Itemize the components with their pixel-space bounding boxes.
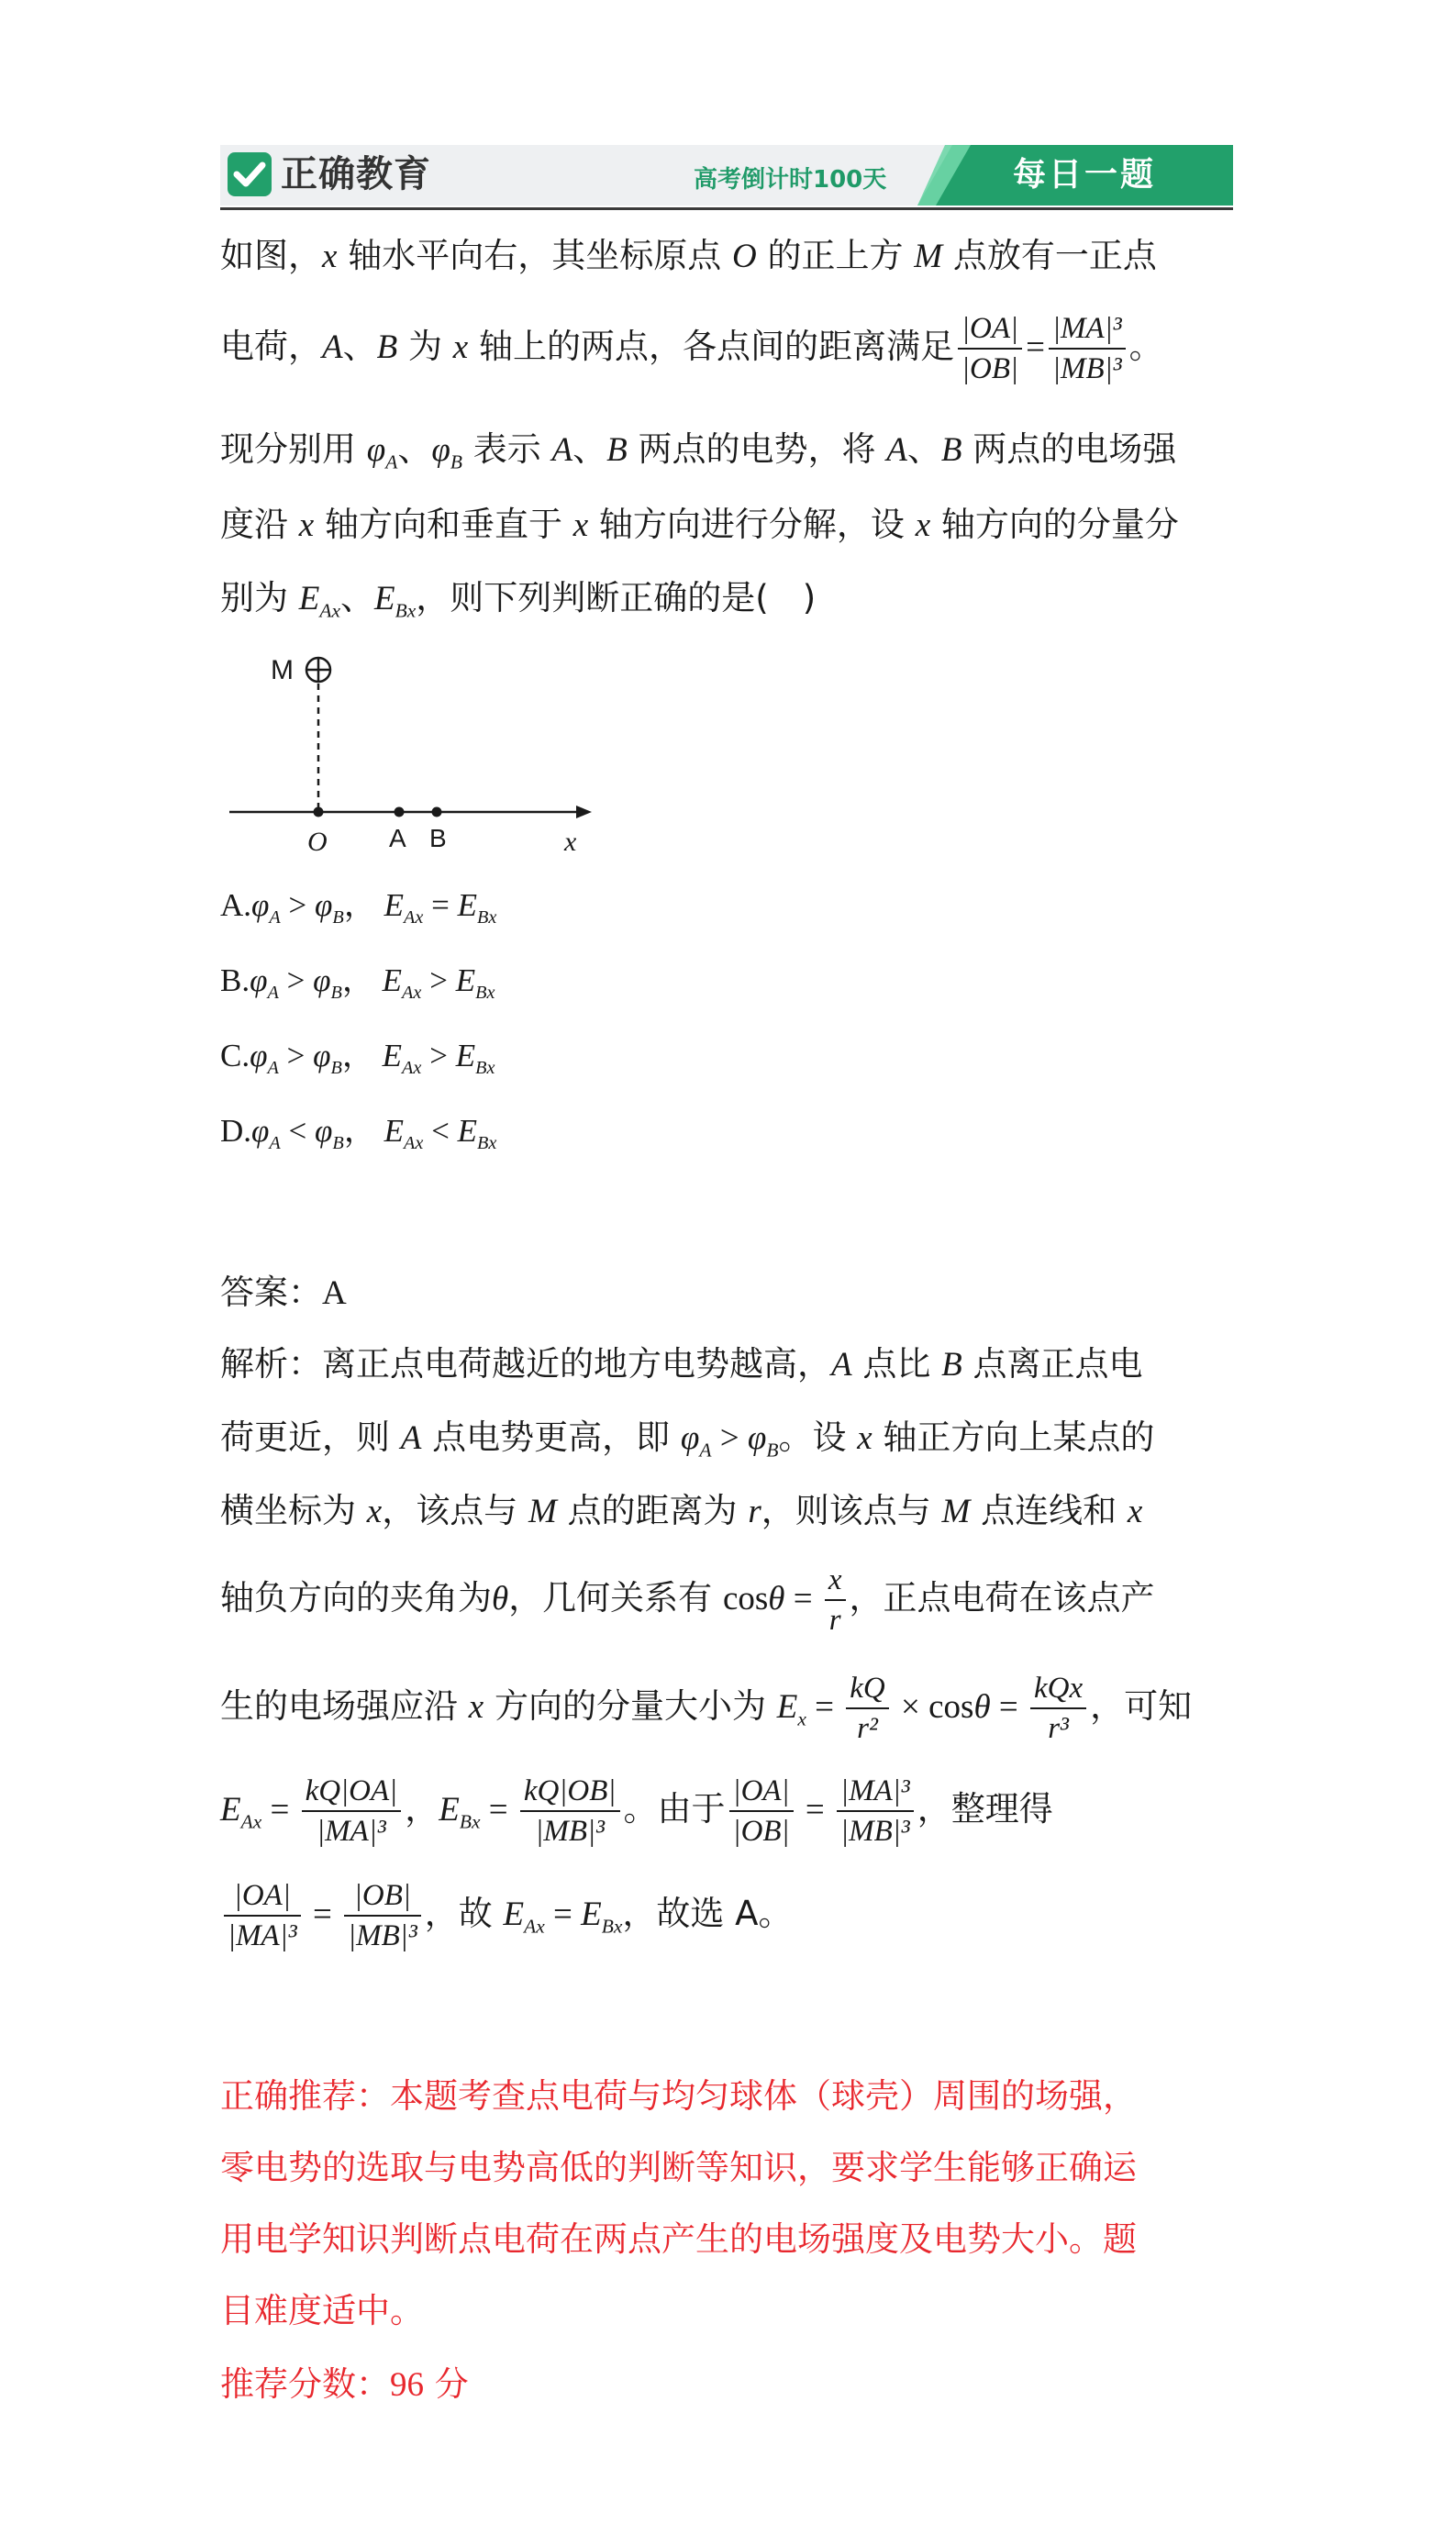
check-icon xyxy=(228,152,272,196)
field-fraction-2: $\frac{\text{kQx}}{\text{r³}}$ xyxy=(1030,1672,1086,1745)
point-o xyxy=(314,807,324,817)
field-fraction-1: $\frac{kQ}{\text{r²}}$ xyxy=(846,1672,888,1745)
cos-fraction: $\frac{x}{r}$ xyxy=(825,1563,846,1637)
x-axis-label: x xyxy=(564,827,577,857)
point-m-label: M xyxy=(271,655,294,685)
axis-diagram xyxy=(220,647,606,867)
result-fraction-1: $\frac{|OA|}{\text{|MA|³}}$ xyxy=(224,1879,301,1952)
answer-value: A xyxy=(322,1274,347,1312)
option-d[interactable]: $D.\varphi_A < \varphi_B$， $E_{Ax} < E_{Bx}$ xyxy=(220,1113,497,1153)
option-a[interactable]: $A.\varphi_A > \varphi_B$， $E_{Ax} = E_{Bx}$ xyxy=(220,887,497,928)
analysis-line-7: $\frac{|OA|}{\text{|MA|³}}$ = $\frac{|OB|}{\text{|MB|³}}$ ，故 $E_{Ax} = E_{Bx}$，故选 A。 xyxy=(220,1875,792,1953)
recommend-line-3: 用电学知识判断点电荷在两点产生的电场强度及电势大小。题 xyxy=(220,2219,1137,2259)
ratio-fraction-left: $\frac{|OA|}{|OB|}$ xyxy=(958,312,1022,385)
header-divider xyxy=(220,207,1233,210)
daily-question-title: 每日一题 xyxy=(1013,156,1157,194)
question-line-1: 如图，x 轴水平向右，其坐标原点 O 的正上方 M 点放有一正点 xyxy=(220,236,1157,275)
point-a xyxy=(395,807,405,817)
plus-circle-icon xyxy=(306,658,330,682)
analysis-line-4: 轴负方向的夹角为θ，几何关系有 cosθ = $\frac{x}{r}$ ，正点电荷在该点产 xyxy=(220,1562,1155,1637)
countdown-text: 高考倒计时100天 xyxy=(694,166,887,194)
recommend-line-1: 正确推荐：本题考查点电荷与均匀球体（球壳）周围的场强， xyxy=(220,2076,1137,2116)
point-b-label: B xyxy=(429,824,447,852)
recommend-line-2: 零电势的选取与电势高低的判断等知识，要求学生能够正确运 xyxy=(220,2148,1137,2187)
question-line-4: 度沿 x 轴方向和垂直于 x 轴方向进行分解，设 x 轴方向的分量分 xyxy=(220,505,1179,544)
ebx-fraction: $\frac{kQ|OB|}{\text{|MB|³}}$ xyxy=(520,1774,620,1848)
ratio-fraction-4: $\frac{\text{|MA|³}}{\text{|MB|³}}$ xyxy=(837,1774,914,1848)
question-line-3: 现分别用 $\varphi_A$、$\varphi_B$ 表示 A、B 两点的电势，将 A、B 两点的电场强 xyxy=(220,429,1177,473)
analysis-line-3: 横坐标为 x，该点与 M 点的距离为 r，则该点与 M 点连线和 x xyxy=(220,1491,1143,1530)
analysis-line-2: 荷更近，则 A 点电势更高，即 $\varphi_A > \varphi_B$。设 x 轴正方向上某点的 xyxy=(220,1418,1155,1462)
question-line-5: 别为 $E_{Ax}$、$E_{Bx}$，则下列判断正确的是( ) xyxy=(220,578,817,622)
origin-label: O xyxy=(307,827,328,857)
answer-line: 答案：A xyxy=(220,1273,347,1312)
analysis-line-5: 生的电场强应沿 x 方向的分量大小为 $E_x$ = $\frac{kQ}{\text{r²}}$ × cosθ = $\frac{\text{kQx}}{\text{r³}}$ ，可知 xyxy=(220,1671,1193,1745)
x-axis-arrow xyxy=(576,806,592,818)
question-line-2: 电荷，A、B 为 x 轴上的两点，各点间的距离满足 $\frac{|OA|}{|OB|}$ = $\frac{\text{|MA|³}}{\text{|MB|³}}$ 。 xyxy=(220,311,1163,385)
recommend-line-4: 目难度适中。 xyxy=(220,2291,424,2330)
analysis-line-6: $E_{Ax}$ = $\frac{kQ|OA|}{\text{|MA|³}}$ ，$E_{Bx}$ = $\frac{kQ|OB|}{\text{|MB|³}}$ 。由于 $\frac{|OA|}{|OB|}$ = $\frac{\text{|MA|³}}{\text{|MB|³}}$ ，整理得 xyxy=(220,1773,1053,1848)
recommend-score: 推荐分数：96 分 xyxy=(220,2364,469,2404)
point-b xyxy=(432,807,442,817)
option-c[interactable]: $C.\varphi_A > \varphi_B$， $E_{Ax} > E_{Bx}$ xyxy=(220,1038,495,1078)
analysis-line-1: 解析：离正点电荷越近的地方电势越高，A 点比 B 点离正点电 xyxy=(220,1344,1143,1384)
brand-name: 正确教育 xyxy=(281,153,431,195)
eax-fraction: $\frac{kQ|OA|}{\text{|MA|³}}$ xyxy=(302,1774,402,1848)
point-a-label: A xyxy=(389,824,406,852)
result-fraction-2: $\frac{|OB|}{\text{|MB|³}}$ xyxy=(344,1879,421,1952)
ratio-fraction-right: $\frac{\text{|MA|³}}{\text{|MB|³}}$ xyxy=(1049,312,1126,385)
option-b[interactable]: $B.\varphi_A > \varphi_B$， $E_{Ax} > E_{Bx}$ xyxy=(220,962,495,1003)
ratio-fraction-3: $\frac{|OA|}{|OB|}$ xyxy=(729,1774,794,1848)
